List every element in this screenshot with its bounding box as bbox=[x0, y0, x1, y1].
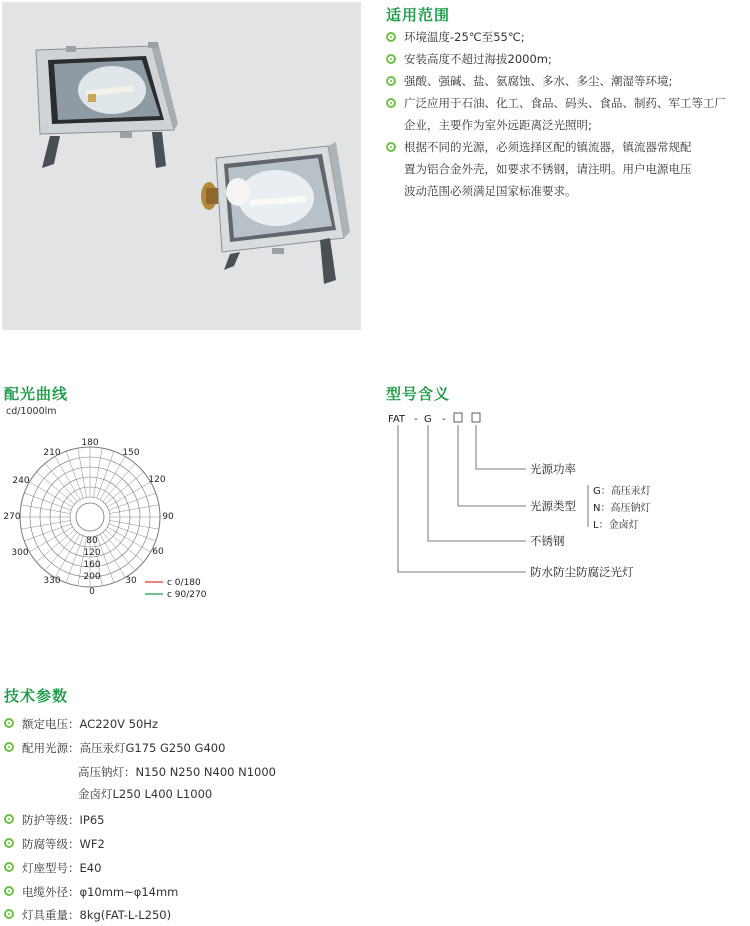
angle-label-210: 210 bbox=[43, 448, 61, 458]
code-prefix: FAT bbox=[388, 414, 406, 425]
circle-bullet-icon bbox=[4, 838, 14, 848]
code-placeholder-box-2 bbox=[472, 413, 480, 422]
angle-label-240: 240 bbox=[12, 476, 30, 486]
polar-hub bbox=[76, 503, 104, 531]
floodlight-illustration bbox=[2, 2, 361, 330]
polar-spoke bbox=[21, 520, 70, 529]
radius-label-80: 80 bbox=[86, 536, 98, 546]
circle-bullet-icon bbox=[386, 142, 396, 152]
applicable-scope-list bbox=[386, 26, 746, 202]
angle-label-30: 30 bbox=[125, 576, 137, 586]
type-sodium: N：高压钠灯 bbox=[593, 503, 651, 514]
polar-spoke bbox=[78, 448, 87, 497]
polar-legend bbox=[145, 578, 207, 600]
spec-socket: 灯座型号：E40 bbox=[4, 860, 101, 876]
spec-anticorrosion: 防腐等级：WF2 bbox=[4, 836, 105, 852]
polar-light-curve bbox=[0, 430, 240, 610]
radius-label-160: 160 bbox=[83, 560, 101, 570]
candela-unit-label: cd/1000lm bbox=[6, 406, 57, 417]
spec-light-source-line-2: 高压钠灯：N150 N250 N400 N1000 bbox=[78, 765, 276, 779]
angle-label-300: 300 bbox=[11, 548, 29, 558]
product-photo-panel bbox=[2, 2, 361, 330]
polar-spoke bbox=[110, 505, 159, 514]
spec-light-source-line-3: 金卤灯L250 L400 L1000 bbox=[78, 787, 213, 801]
angle-label-120: 120 bbox=[148, 475, 166, 485]
circle-bullet-icon bbox=[4, 742, 14, 752]
code-separator-1: - bbox=[414, 414, 418, 425]
radius-label-200: 200 bbox=[83, 572, 101, 582]
code-separator-2: - bbox=[442, 414, 446, 425]
meaning-source-type: 光源类型 bbox=[530, 499, 576, 513]
list-item: 安装高度不超过海拔2000m; bbox=[386, 48, 746, 70]
circle-bullet-icon bbox=[4, 718, 14, 728]
polar-spoke bbox=[110, 520, 159, 529]
spec-light-source: 配用光源：高压汞灯G175 G250 G400 bbox=[4, 740, 225, 756]
code-placeholder-box-1 bbox=[454, 413, 462, 422]
circle-bullet-icon bbox=[4, 814, 14, 824]
spec-cable: 电缆外径：φ10mm~φ14mm bbox=[4, 884, 178, 900]
type-metal-halide: L：金卤灯 bbox=[593, 520, 639, 531]
angle-label-60: 60 bbox=[152, 547, 164, 557]
polar-spoke bbox=[93, 448, 102, 497]
light-distribution-title: 配光曲线 bbox=[4, 385, 69, 403]
code-g: G bbox=[424, 414, 432, 425]
list-item: 环境温度-25℃至55℃; bbox=[386, 26, 746, 48]
floodlight-lamp-right bbox=[201, 142, 350, 284]
list-item: 强酸、强碱、盐、氨腐蚀、多水、多尘、潮湿等环境; bbox=[386, 70, 746, 92]
circle-bullet-icon bbox=[386, 32, 396, 42]
circle-bullet-icon bbox=[386, 76, 396, 86]
meaning-floodlight: 防水防尘防腐泛光灯 bbox=[530, 565, 634, 579]
floodlight-lamp-left bbox=[36, 42, 178, 168]
circle-bullet-icon bbox=[386, 98, 396, 108]
tech-specs-title: 技术参数 bbox=[4, 687, 69, 705]
circle-bullet-icon bbox=[4, 862, 14, 872]
radius-label-120: 120 bbox=[83, 548, 101, 558]
applicable-scope-title: 适用范围 bbox=[386, 6, 451, 24]
model-connector-lines bbox=[398, 425, 526, 572]
angle-label-0: 0 bbox=[89, 587, 95, 597]
list-item: 广泛应用于石油、化工、食品、码头、食品、制药、军工等工厂 企业，主要作为室外远距离泛光照明; bbox=[386, 92, 746, 136]
type-mercury: G：高压汞灯 bbox=[593, 486, 651, 497]
meaning-stainless: 不锈钢 bbox=[530, 534, 565, 548]
circle-bullet-icon bbox=[4, 886, 14, 896]
angle-label-270: 270 bbox=[3, 512, 21, 522]
meaning-power: 光源功率 bbox=[530, 462, 576, 476]
angle-label-180: 180 bbox=[81, 438, 99, 448]
circle-bullet-icon bbox=[386, 54, 396, 64]
list-item: 根据不同的光源，必须选择区配的镇流器，镇流器常规配 置为铝合金外壳，如要求不锈钢，请注明。用户电源电压 波动范围必须满足国家标准要求。 bbox=[386, 136, 746, 202]
model-meaning-title: 型号含义 bbox=[386, 385, 451, 403]
angle-label-330: 330 bbox=[43, 576, 61, 586]
angle-label-90: 90 bbox=[162, 512, 174, 522]
spec-protection: 防护等级：IP65 bbox=[4, 812, 104, 828]
angle-label-150: 150 bbox=[122, 448, 140, 458]
legend-label-c0-180: c 0/180 bbox=[167, 578, 201, 588]
legend-label-c90-270: c 90/270 bbox=[167, 590, 207, 600]
model-code-diagram bbox=[380, 405, 680, 585]
circle-bullet-icon bbox=[4, 909, 14, 919]
spec-weight: 灯具重量：8kg(FAT-L-L250) bbox=[4, 907, 171, 923]
polar-radius-labels bbox=[83, 536, 100, 582]
polar-spoke bbox=[21, 505, 70, 514]
spec-rated-voltage: 额定电压：AC220V 50Hz bbox=[4, 716, 158, 732]
